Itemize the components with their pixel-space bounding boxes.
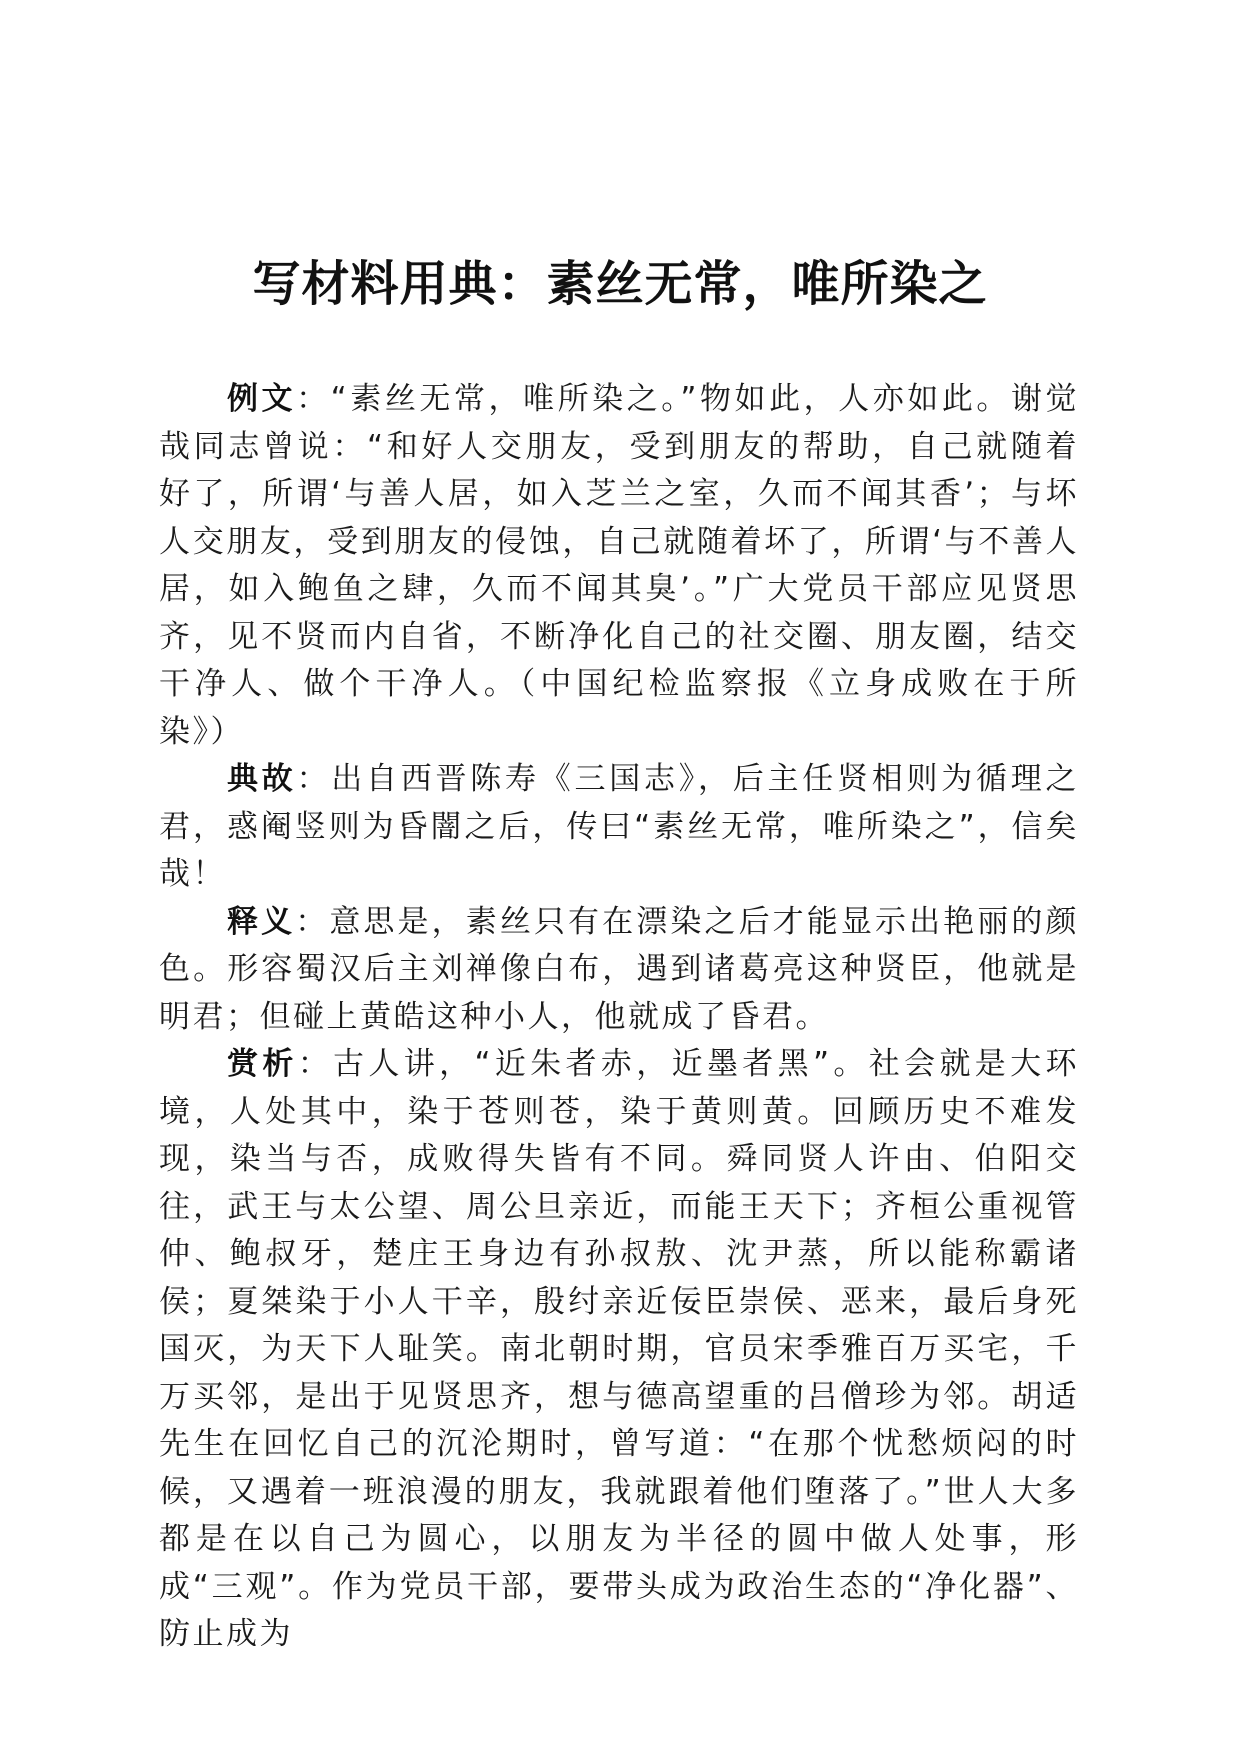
paragraph-appreciation	[159, 1041, 1079, 1659]
paragraph-meaning	[159, 899, 1079, 1042]
paragraph-label: 典故	[227, 761, 297, 797]
paragraph-label: 赏析	[227, 1046, 298, 1082]
paragraph-text: ：出自西晋陈寿《三国志》，后主任贤相则为循理之君，惑阉竖则为昏闇之后，传曰“素丝无常，唯所染之”，信矣哉！	[159, 761, 1079, 892]
paragraph-text: ：“素丝无常，唯所染之。”物如此，人亦如此。谢觉哉同志曾说：“和好人交朋友，受到朋友的帮助，自己就随着好了，所谓‘与善人居，如入芝兰之室，久而不闻其香’；与坏人交朋友，受到朋友的侵蚀，自己就随着坏了，所谓‘与不善人居，如入鲍鱼之肆，久而不闻其臭’。”广大党员干部应见贤思齐，见不贤而内自省，不断净化自己的社交圈、朋友圈，结交干净人、做个干净人。（中国纪检监察报《立身成败在于所染》）	[159, 381, 1080, 750]
paragraph-label: 释义	[227, 903, 296, 940]
document-body	[159, 376, 1079, 1659]
paragraph-text: ：古人讲，“近朱者赤，近墨者黑”。社会就是大环境，人处其中，染于苍则苍，染于黄则黄。回顾历史不难发现，染当与否，成败得失皆有不同。舜同贤人许由、伯阳交往，武王与太公望、周公旦亲近，而能王天下；齐桓公重视管仲、鲍叔牙，楚庄王身边有孙叔敖、沈尹蒸，所以能称霸诸侯；夏桀染于小人干辛，殷纣亲近佞臣崇侯、恶来，最后身死国灭，为天下人耻笑。南北朝时期，官员宋季雅百万买宅，千万买邻，是出于见贤思齐，想与德高望重的吕僧珍为邻。胡适先生在回忆自己的沉沦期时，曾写道：“在那个忧愁烦闷的时候，又遇着一班浪漫的朋友，我就跟着他们堕落了。”世人大多都是在以自己为圆心，以朋友为半径的圆中做人处事，形成“三观”。作为党员干部，要带头成为政治生态的“净化器”、防止成为	[159, 1046, 1079, 1652]
paragraph-example	[159, 376, 1079, 756]
paragraph-text: ：意思是，素丝只有在漂染之后才能显示出艳丽的颜色。形容蜀汉后主刘禅像白布，遇到诸葛亮这种贤臣，他就是明君；但碰上黄皓这种小人，他就成了昏君。	[159, 903, 1080, 1035]
paragraph-label: 例文	[227, 381, 297, 417]
paragraph-allusion	[159, 756, 1079, 899]
document-title: 写材料用典：素丝无常，唯所染之	[252, 256, 988, 312]
